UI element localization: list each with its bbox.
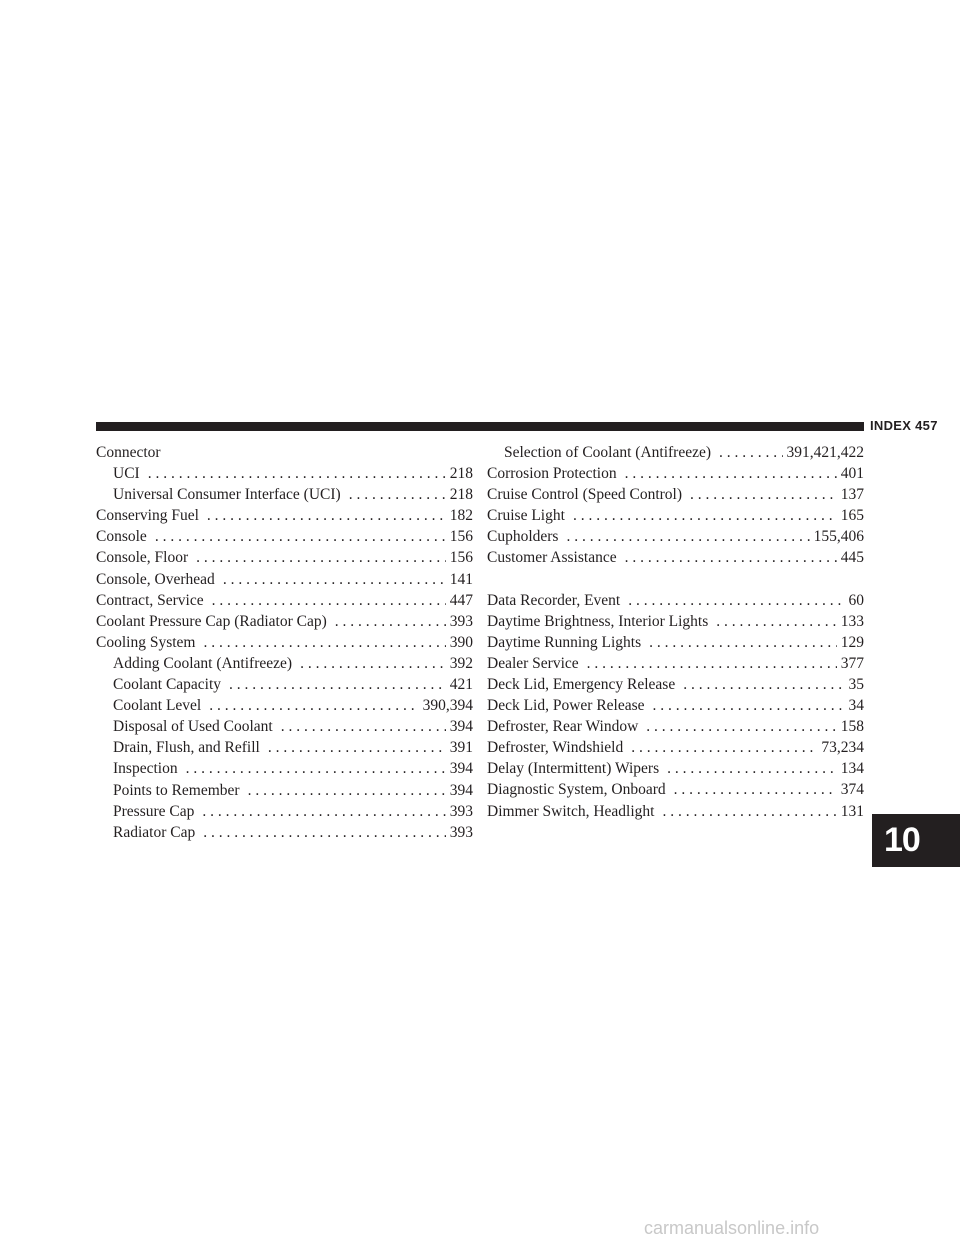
index-entry-label: Points to Remember — [113, 781, 240, 799]
running-header: INDEX 457 — [870, 418, 938, 433]
dot-leader — [186, 758, 446, 779]
index-entry — [487, 632, 864, 653]
dot-leader — [268, 737, 446, 758]
index-entry — [487, 801, 864, 822]
index-entry-page: 155,406 — [813, 528, 864, 546]
index-entry-label: Radiator Cap — [113, 823, 196, 841]
dot-leader — [209, 695, 418, 716]
dot-leader — [202, 801, 445, 822]
index-entry-page: 421 — [449, 676, 473, 694]
dot-leader — [349, 484, 446, 505]
dot-leader — [148, 463, 446, 484]
header-rule — [96, 422, 864, 431]
index-entry — [96, 801, 473, 822]
index-entry-page: 390 — [449, 633, 473, 651]
dot-leader — [628, 590, 844, 611]
index-entry-page: 73,234 — [821, 739, 864, 757]
dot-leader — [203, 822, 446, 843]
index-entry-label: Console, Floor — [96, 549, 189, 567]
index-entry-page: 60 — [848, 591, 864, 609]
index-entry-page: 390,394 — [422, 697, 473, 715]
index-entry-label: Disposal of Used Coolant — [113, 718, 273, 736]
dot-leader — [573, 505, 837, 526]
index-entry-page: 447 — [449, 591, 473, 609]
index-entry-label: Console, Overhead — [96, 570, 215, 588]
index-entry-label: Dealer Service — [487, 654, 579, 672]
dot-leader — [196, 547, 446, 568]
index-entry — [96, 484, 473, 505]
index-entry-label: Deck Lid, Power Release — [487, 697, 645, 715]
index-entry — [96, 611, 473, 632]
index-entry-page: 377 — [840, 654, 864, 672]
index-entry — [96, 569, 473, 590]
index-entry-page: 34 — [848, 697, 864, 715]
index-entry-page: 392 — [449, 654, 473, 672]
index-entry — [96, 695, 473, 716]
index-entry-page: 218 — [449, 465, 473, 483]
index-entry-page: 156 — [449, 528, 473, 546]
index-entry — [96, 590, 473, 611]
index-entry-label: Corrosion Protection — [487, 465, 617, 483]
index-entry-page: 401 — [840, 465, 864, 483]
dot-leader — [566, 526, 809, 547]
dot-leader — [649, 632, 837, 653]
index-entry-label: Defroster, Windshield — [487, 739, 624, 757]
index-entry-label: Cruise Control (Speed Control) — [487, 486, 683, 504]
index-entry-label: Cruise Light — [487, 507, 565, 525]
index-column-left — [96, 442, 473, 843]
index-entry-label: Customer Assistance — [487, 549, 617, 567]
dot-leader — [690, 484, 837, 505]
dot-leader — [683, 674, 844, 695]
index-entry-page: 394 — [449, 760, 473, 778]
index-entry — [96, 674, 473, 695]
index-entry-label: Pressure Cap — [113, 802, 195, 820]
dot-leader — [674, 779, 837, 800]
index-entry — [487, 653, 864, 674]
index-entry-page: 131 — [840, 802, 864, 820]
watermark: carmanualsonline.info — [644, 1218, 820, 1238]
index-entry — [96, 737, 473, 758]
dot-leader — [223, 569, 446, 590]
index-entry-label: Contract, Service — [96, 591, 204, 609]
dot-leader — [719, 442, 782, 463]
index-entry — [96, 442, 473, 463]
index-entry-label: Delay (Intermittent) Wipers — [487, 760, 660, 778]
index-entry-label: Inspection — [113, 760, 178, 778]
index-entry-page: 165 — [840, 507, 864, 525]
index-entry-label: Diagnostic System, Onboard — [487, 781, 666, 799]
dot-leader — [229, 674, 446, 695]
dot-leader — [716, 611, 836, 632]
index-entry-label: Defroster, Rear Window — [487, 718, 639, 736]
dot-leader — [300, 653, 446, 674]
index-entry-page: 391 — [449, 739, 473, 757]
dot-leader — [625, 463, 837, 484]
dot-leader — [212, 590, 446, 611]
index-entry — [487, 547, 864, 568]
index-entry-label: Daytime Brightness, Interior Lights — [487, 612, 709, 630]
index-entry-page: 182 — [449, 507, 473, 525]
index-column-right — [487, 442, 864, 822]
index-entry-page: 158 — [840, 718, 864, 736]
index-entry-label: Universal Consumer Interface (UCI) — [113, 486, 341, 504]
index-entry — [487, 716, 864, 737]
dot-leader — [587, 653, 837, 674]
index-entry-page: 394 — [449, 718, 473, 736]
index-entry — [96, 758, 473, 779]
index-entry — [487, 442, 864, 463]
chapter-number: 10 — [884, 821, 920, 859]
index-entry-page: 391,421,422 — [786, 444, 864, 461]
dot-leader — [653, 695, 845, 716]
index-entry-label: Coolant Capacity — [113, 676, 222, 694]
index-entry — [487, 484, 864, 505]
index-entry-page: 141 — [449, 570, 473, 588]
index-entry-page: 393 — [449, 802, 473, 820]
index-entry-page: 134 — [840, 760, 864, 778]
index-entry — [487, 526, 864, 547]
dot-leader — [155, 526, 446, 547]
index-entry — [487, 695, 864, 716]
index-entry-page: 133 — [840, 612, 864, 630]
index-entry — [96, 632, 473, 653]
index-entry-page: 393 — [449, 612, 473, 630]
index-entry — [96, 526, 473, 547]
dot-leader — [335, 611, 446, 632]
index-entry-page: 445 — [840, 549, 864, 567]
index-entry-label: Drain, Flush, and Refill — [113, 739, 260, 757]
index-entry-label: Adding Coolant (Antifreeze) — [113, 654, 293, 672]
index-entry-label: Connector — [96, 444, 161, 461]
index-entry-label: Console — [96, 528, 147, 546]
dot-leader — [631, 737, 817, 758]
index-entry-label: Cupholders — [487, 528, 559, 546]
index-entry — [487, 611, 864, 632]
index-entry — [487, 505, 864, 526]
dot-leader — [662, 801, 836, 822]
index-entry-label: Dimmer Switch, Headlight — [487, 802, 655, 820]
dot-leader — [646, 716, 836, 737]
index-entry — [487, 758, 864, 779]
index-entry — [487, 463, 864, 484]
index-entry-label: Conserving Fuel — [96, 507, 199, 525]
index-entry-page: 137 — [840, 486, 864, 504]
index-entry — [96, 463, 473, 484]
index-entry-page: 218 — [449, 486, 473, 504]
index-entry — [96, 822, 473, 843]
index-entry — [487, 590, 864, 611]
index-entry-label: Daytime Running Lights — [487, 633, 642, 651]
index-entry-page: 393 — [449, 823, 473, 841]
index-entry-label: Deck Lid, Emergency Release — [487, 675, 676, 693]
index-entry-label: Coolant Pressure Cap (Radiator Cap) — [96, 612, 327, 630]
dot-leader — [281, 716, 446, 737]
index-entry-page: 374 — [840, 781, 864, 799]
index-entry — [487, 779, 864, 800]
index-entry — [96, 653, 473, 674]
index-entry — [96, 780, 473, 801]
index-entry-page: 35 — [848, 675, 864, 693]
index-entry-label: Cooling System — [96, 633, 196, 651]
index-entry-label: Selection of Coolant (Antifreeze) — [504, 444, 712, 461]
index-entry — [487, 674, 864, 695]
index-entry-label: UCI — [113, 465, 140, 483]
index-entry-label: Data Recorder, Event — [487, 591, 621, 609]
index-entry — [96, 716, 473, 737]
dot-leader — [667, 758, 837, 779]
dot-leader — [207, 505, 446, 526]
index-entry-page: 394 — [449, 781, 473, 799]
index-entry-page: 156 — [449, 549, 473, 567]
index-entry — [96, 505, 473, 526]
index-entry-page: 129 — [840, 633, 864, 651]
index-entry-label: Coolant Level — [113, 697, 202, 715]
dot-leader — [625, 547, 837, 568]
dot-leader — [203, 632, 445, 653]
index-entry — [487, 737, 864, 758]
index-entry — [96, 547, 473, 568]
dot-leader — [248, 780, 446, 801]
